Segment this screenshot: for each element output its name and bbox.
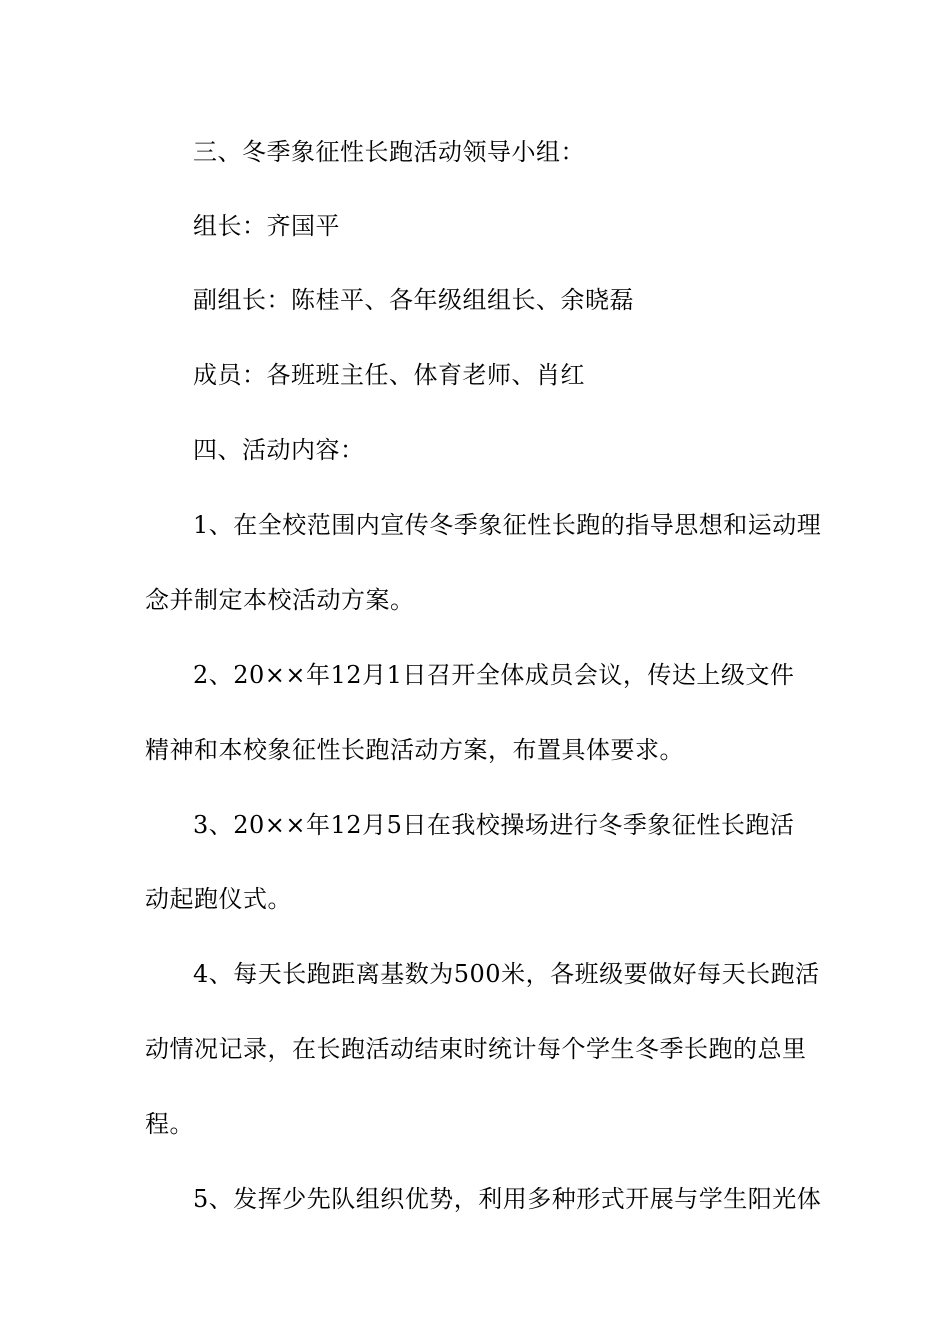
item-3-line-1: 3、20××年12月5日在我校操场进行冬季象征性长跑活 — [193, 811, 795, 839]
item-4-line-2: 动情况记录，在长跑活动结束时统计每个学生冬季长跑的总里 — [145, 1035, 807, 1063]
item-5-line-1: 5、发挥少先队组织优势，利用多种形式开展与学生阳光体 — [193, 1185, 822, 1213]
item-4-line-1: 4、每天长跑距离基数为500米，各班级要做好每天长跑活 — [193, 960, 820, 988]
group-leader-line: 组长：齐国平 — [193, 212, 340, 240]
deputy-leader-line: 副组长：陈桂平、各年级组组长、余晓磊 — [193, 286, 634, 314]
item-1-line-2: 念并制定本校活动方案。 — [145, 586, 415, 614]
item-4-line-3: 程。 — [145, 1110, 194, 1138]
section-heading-activity-content: 四、活动内容： — [193, 436, 365, 464]
item-1-line-1: 1、在全校范围内宣传冬季象征性长跑的指导思想和运动理 — [193, 511, 822, 539]
item-2-line-1: 2、20××年12月1日召开全体成员会议，传达上级文件 — [193, 661, 795, 689]
members-line: 成员：各班班主任、体育老师、肖红 — [193, 361, 585, 389]
item-3-line-2: 动起跑仪式。 — [145, 885, 292, 913]
item-2-line-2: 精神和本校象征性长跑活动方案，布置具体要求。 — [145, 736, 684, 764]
section-heading-leadership-group: 三、冬季象征性长跑活动领导小组： — [193, 138, 585, 166]
